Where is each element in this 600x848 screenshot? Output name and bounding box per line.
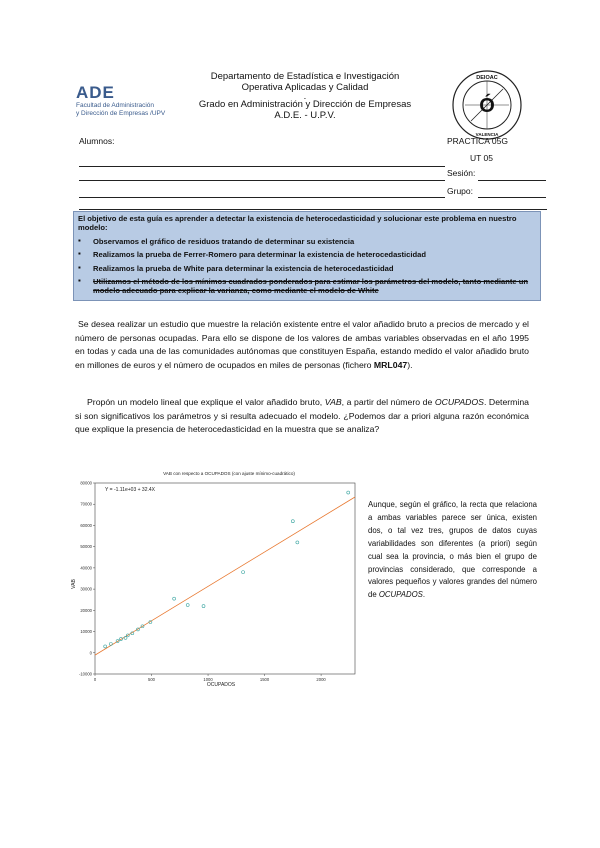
ade-logo: ADE (76, 83, 115, 102)
y-tick-label: 10000 (80, 629, 92, 635)
seal-bottom-text: VALENCIA (475, 132, 499, 137)
objective-list (78, 237, 536, 296)
task-text-c: . Determina si son significativos los parámetros y si resulta adecuado el modelo. ¿Podemos dar a priori alguna razón económica que explique la presencia de heterocedasticidad en la muestra que se analiza? (75, 397, 529, 435)
x-tick-label: 500 (148, 677, 156, 682)
chart-title: VAB con respecto a OCUPADOS (con ajuste mínimo-cuadrático) (163, 471, 295, 476)
student-line-3[interactable] (79, 197, 445, 198)
y-tick-label: 20000 (80, 607, 92, 613)
sesion-label: Sesión: (447, 168, 476, 178)
seal-letter: Ó (479, 95, 495, 117)
x-tick-label: 1500 (259, 677, 270, 682)
y-axis-label: VAB (71, 579, 77, 589)
grupo-label: Grupo: (447, 186, 473, 196)
task-text-b: , a partir del número de (341, 397, 435, 407)
y-tick-label: 60000 (80, 522, 92, 528)
y-tick-label: 50000 (80, 544, 92, 550)
student-line-4[interactable] (79, 209, 547, 210)
x-axis-label: OCUPADOS (206, 682, 236, 688)
faculty-line-1: Facultad de Administración (76, 102, 155, 109)
chart-commentary (368, 499, 537, 602)
scatter-chart (71, 464, 361, 700)
alumnos-label: Alumnos: (79, 136, 115, 146)
commentary-text: Aunque, según el gráfico, la recta que relaciona a ambas variables parece ser única, existen dos, o tal vez tres, grupos de datos cuyas variabilidades son diferentes (a priori) según cual sea la provincia, o más bien el grupo de provincias considerado, que corresponde a valores pequeños y valores grandes del número de (368, 500, 537, 600)
commentary-end: . (422, 590, 426, 600)
y-tick-label: -10000 (78, 671, 92, 677)
dept-line-4: Grado en Administración y Dirección de Empresas (198, 99, 412, 110)
objective-box (73, 211, 541, 301)
grupo-line[interactable] (478, 197, 546, 198)
regression-equation: Y = -1.11e+03 + 32.4X (105, 487, 155, 493)
x-tick-label: 1000 (203, 677, 213, 682)
ut-label: UT 05 (470, 153, 493, 163)
y-tick-label: 0 (89, 650, 92, 656)
department-header (170, 72, 440, 121)
objective-intro: El objetivo de esta guía es aprender a detectar la existencia de heterocedasticidad y solucionar este problema en nuestro modelo: (78, 214, 517, 233)
objective-item: ▪ Realizamos la prueba de Ferrer-Romero para determinar la existencia de heterocedasticidad (78, 250, 536, 259)
y-tick-label: 80000 (80, 480, 92, 486)
var-ocupados: OCUPADOS (434, 397, 484, 407)
y-tick-label: 70000 (80, 501, 92, 507)
var-vab: VAB (324, 397, 342, 407)
faculty-line-2: y Dirección de Empresas /UPV (76, 109, 166, 117)
task-text-a: Propón un modelo lineal que explique el valor añadido bruto, (87, 397, 325, 407)
practica-label: PRACTICA 05G (447, 136, 508, 146)
seal-top-text: DEIOAC (476, 75, 498, 81)
objective-item: ▪ Observamos el gráfico de residuos tratando de determinar su existencia (78, 237, 536, 246)
dept-line-2: Operativa Aplicadas y Calidad (241, 81, 369, 93)
x-tick-label: 0 (93, 677, 97, 682)
intro-text: Se desea realizar un estudio que muestre la relación existente entre el valor añadido bruto a precios de mercado y el número de personas ocupadas. Para ello se dispone de los valores de ambas variables observadas en el año 1995 en todas y cada una de las comunidades autónomas que constituyen España, estando medido el valor añadido bruto en millones de euros y el número de ocupados en miles de personas (fichero (75, 319, 529, 370)
objective-item: ▪ Utilizamos el método de los mínimos cuadrados ponderados para estimar los parámetros del modelo, tanto mediante un modelo adecuado para explicar la varianza, como mediante el modelo de White (78, 277, 536, 296)
y-tick-label: 40000 (80, 565, 92, 571)
deioac-seal-icon (451, 69, 523, 141)
task-paragraph (75, 396, 529, 437)
file-name: MRL047 (373, 359, 408, 370)
x-tick-label: 2000 (316, 677, 326, 682)
intro-paragraph (75, 318, 529, 372)
intro-end: ). (407, 359, 413, 370)
student-line-1[interactable] (79, 166, 445, 167)
objective-item: ▪ Realizamos la prueba de White para determinar la existencia de heterocedasticidad (78, 264, 536, 273)
y-tick-label: 30000 (80, 586, 92, 592)
dept-line-3: . (303, 91, 307, 102)
sesion-line[interactable] (478, 180, 546, 181)
dept-line-1: Departamento de Estadística e Investigación (210, 71, 400, 82)
student-line-2[interactable] (79, 180, 445, 181)
commentary-var: OCUPADOS (378, 590, 423, 600)
dept-line-5: A.D.E. - U.P.V. (274, 109, 336, 121)
